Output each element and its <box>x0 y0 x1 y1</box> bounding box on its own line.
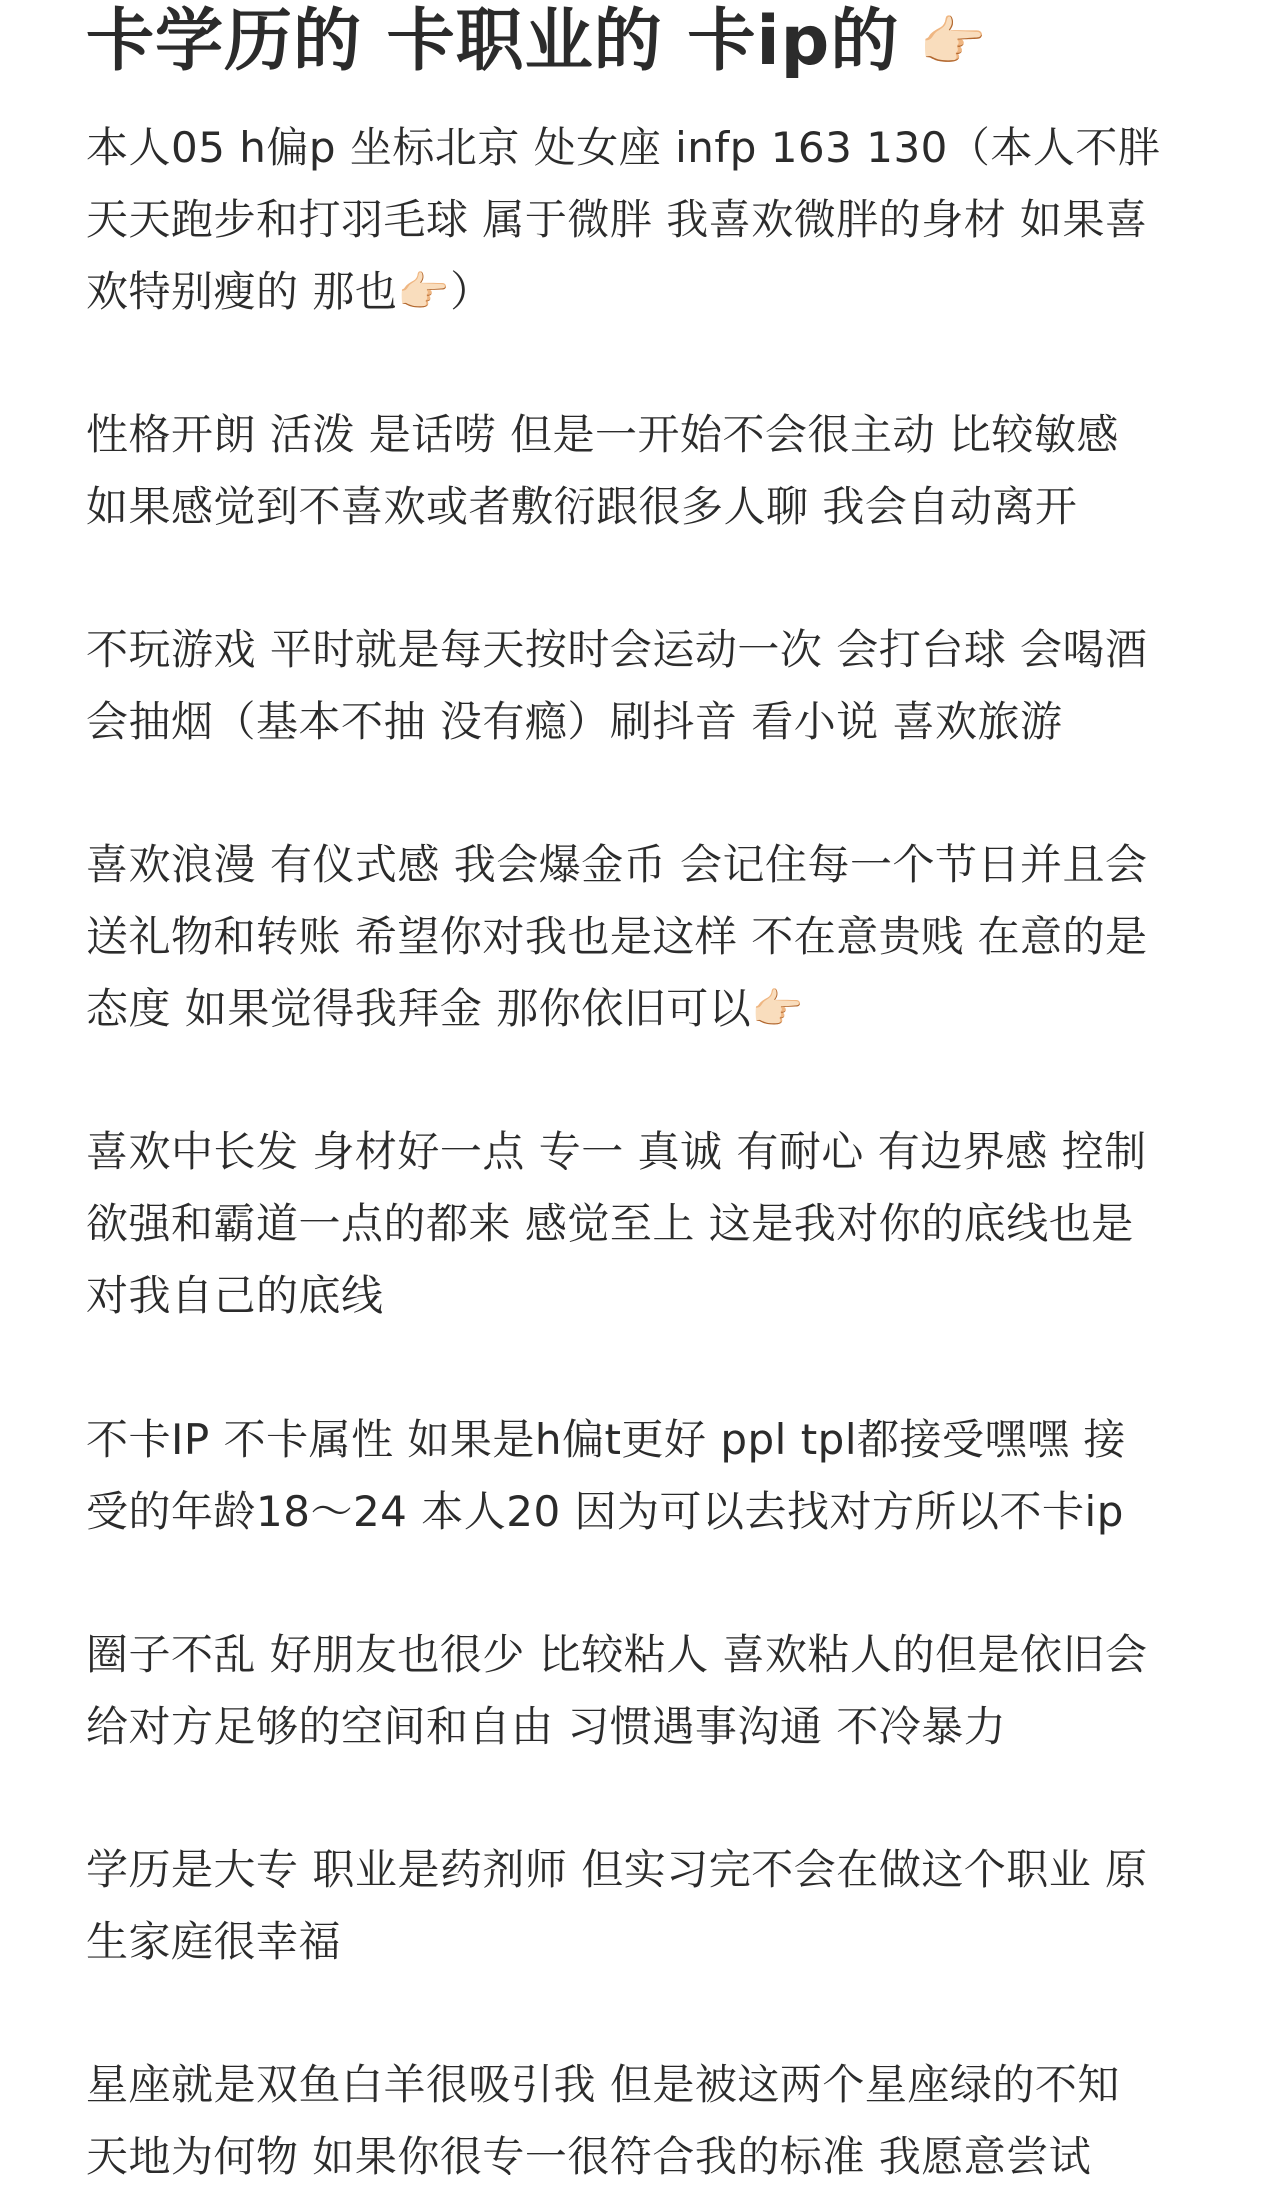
text-line: 会抽烟（基本不抽 没有瘾）刷抖音 看小说 喜欢旅游 <box>86 697 1063 746</box>
text-line: 态度 如果觉得我拜金 那你依旧可以👉🏻 <box>86 984 804 1033</box>
text-line: 不玩游戏 平时就是每天按时会运动一次 会打台球 会喝酒 <box>86 625 1148 674</box>
text-line: 对我自己的底线 <box>86 1271 384 1320</box>
text-line: 受的年龄18～24 本人20 因为可以去找对方所以不卡ip <box>86 1487 1124 1536</box>
text-line: 不卡IP 不卡属性 如果是h偏t更好 ppl tpl都接受嘿嘿 接 <box>86 1415 1126 1464</box>
text-line: 喜欢浪漫 有仪式感 我会爆金币 会记住每一个节日并且会 <box>86 840 1148 889</box>
text-line: 性格开朗 活泼 是话唠 但是一开始不会很主动 比较敏感 <box>86 410 1119 459</box>
text-line: 给对方足够的空间和自由 习惯遇事沟通 不冷暴力 <box>86 1702 1007 1751</box>
pointing-hand-icon: 👉🏻 <box>919 10 987 73</box>
text-line: 生家庭很幸福 <box>86 1917 342 1966</box>
text-line: 星座就是双鱼白羊很吸引我 但是被这两个星座绿的不知 <box>86 2060 1120 2109</box>
text-line: 欲强和霸道一点的都来 感觉至上 这是我对你的底线也是 <box>86 1199 1134 1248</box>
text-line: 本人05 h偏p 坐标北京 处女座 infp 163 130（本人不胖 <box>86 123 1161 172</box>
text-line: 如果感觉到不喜欢或者敷衍跟很多人聊 我会自动离开 <box>86 482 1078 531</box>
page-title: 卡学历的 卡职业的 卡ip的 <box>86 2 900 81</box>
title-row <box>86 2 987 82</box>
text-line: 圈子不乱 好朋友也很少 比较粘人 喜欢粘人的但是依旧会 <box>86 1630 1148 1679</box>
text-line: 学历是大专 职业是药剂师 但实习完不会在做这个职业 原 <box>86 1845 1148 1894</box>
text-line: 送礼物和转账 希望你对我也是这样 不在意贵贱 在意的是 <box>86 912 1148 961</box>
text-line: 天地为何物 如果你很专一很符合我的标准 我愿意尝试 <box>86 2132 1092 2181</box>
text-line: 欢特别瘦的 那也👉🏻） <box>86 267 493 316</box>
text-line: 喜欢中长发 身材好一点 专一 真诚 有耐心 有边界感 控制 <box>86 1127 1147 1176</box>
text-line: 天天跑步和打羽毛球 属于微胖 我喜欢微胖的身材 如果喜 <box>86 195 1148 244</box>
